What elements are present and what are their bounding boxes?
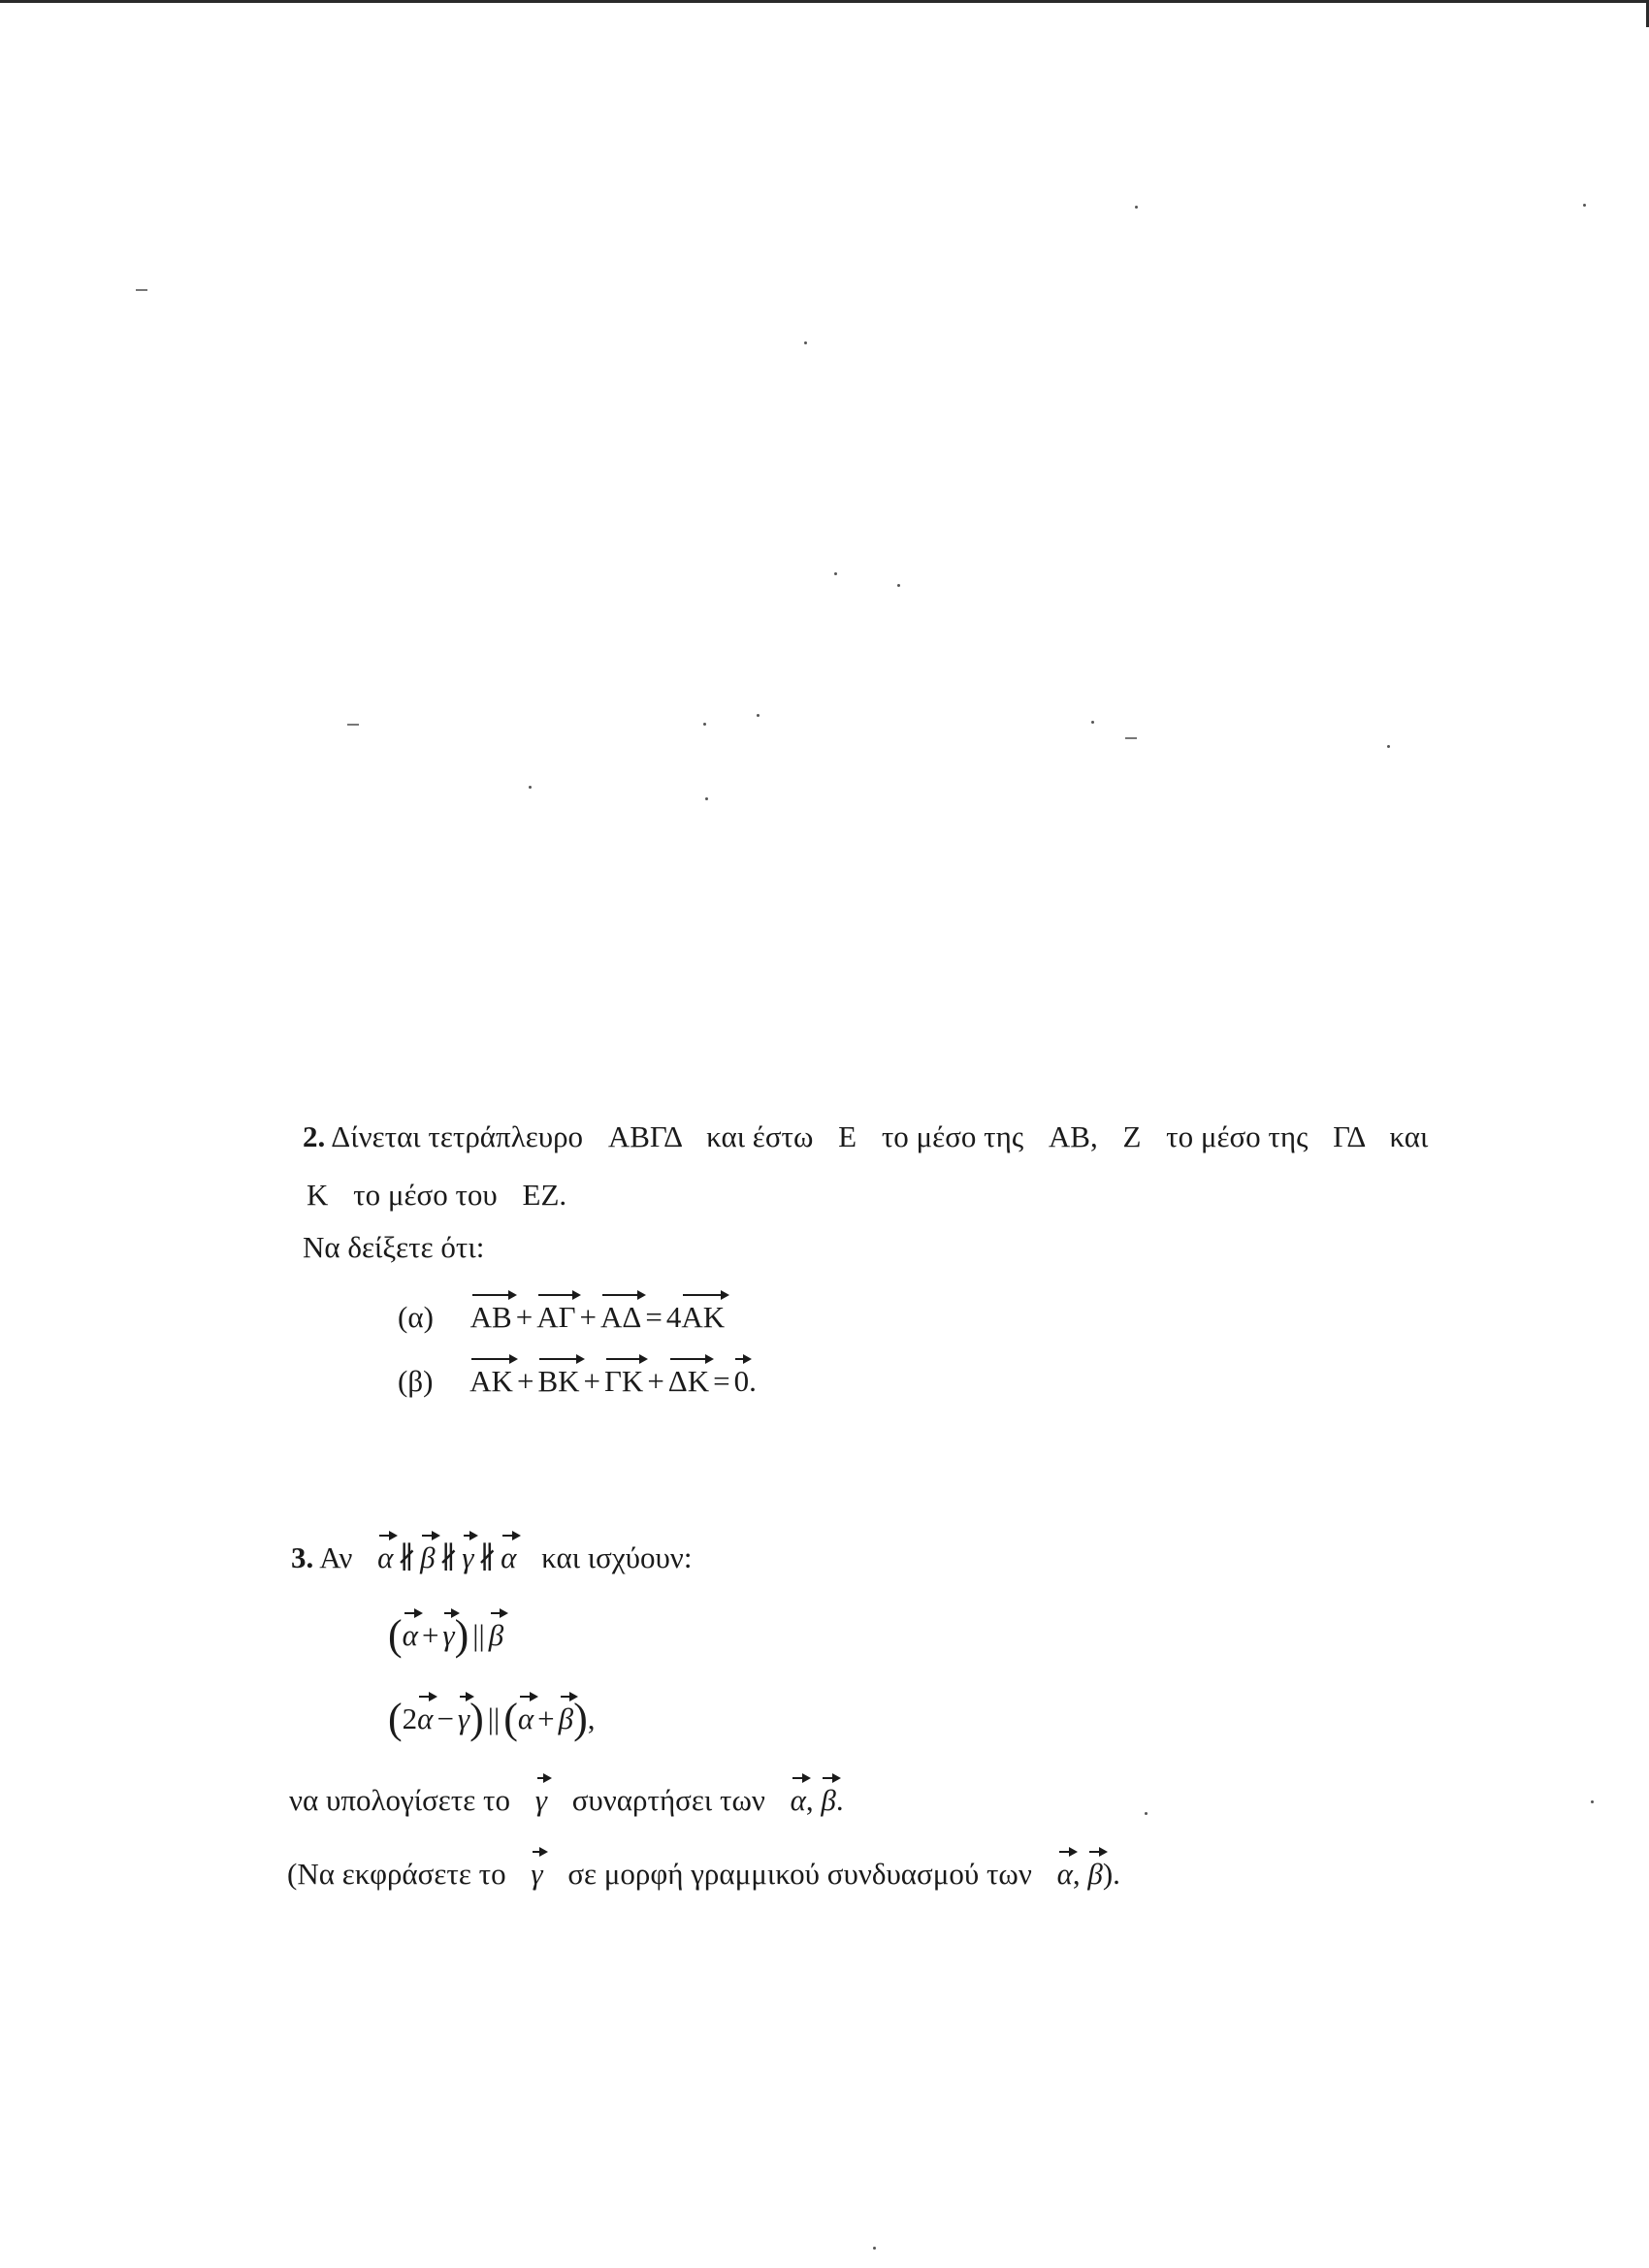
- zero-vector: [734, 1356, 750, 1396]
- vector-label: ΑΔ: [600, 1300, 642, 1334]
- vector-ab: [470, 1292, 512, 1332]
- problem2-text: το μέσο του: [353, 1178, 498, 1212]
- vector-arrow: [1089, 1851, 1104, 1853]
- comma: ,: [587, 1701, 596, 1735]
- point-k: Κ: [307, 1178, 329, 1212]
- scan-speck: [757, 714, 760, 717]
- problem2-part-b: [398, 1356, 757, 1401]
- parallel-sign: ||: [487, 1701, 501, 1735]
- vector-label: β: [821, 1783, 836, 1817]
- vector-arrow: [419, 1696, 435, 1698]
- vector-beta: [420, 1533, 435, 1572]
- equals-sign: =: [645, 1300, 663, 1334]
- problem3-number: 3.: [291, 1540, 314, 1574]
- vector-label: ΒΚ: [537, 1364, 580, 1398]
- vector-label: α: [517, 1701, 534, 1735]
- right-paren: ): [454, 1611, 469, 1659]
- scan-speck: [1583, 204, 1586, 207]
- comma: ,: [805, 1783, 814, 1817]
- vector-arrow: [502, 1535, 518, 1537]
- problem2-text: Δίνεται τετράπλευρο: [331, 1119, 584, 1153]
- vector-arrow: [683, 1294, 727, 1296]
- vector-label: β: [558, 1701, 574, 1735]
- problem2-line1: [303, 1118, 1428, 1156]
- vector-arrow: [539, 1358, 581, 1360]
- vector-arrow: [670, 1358, 711, 1360]
- vector-gamma: [462, 1533, 473, 1572]
- vector-label: α: [417, 1701, 434, 1735]
- problem2-number: 2.: [303, 1119, 326, 1153]
- vector-gk: [604, 1356, 643, 1396]
- not-parallel-sign: ∦: [438, 1540, 459, 1574]
- scan-speck: [1135, 206, 1138, 209]
- left-paren: (: [388, 1611, 403, 1659]
- vector-arrow: [379, 1535, 395, 1537]
- vector-ag: [536, 1292, 575, 1332]
- vector-label: γ: [442, 1618, 455, 1652]
- vector-arrow: [538, 1294, 577, 1296]
- vector-label: ΑΚ: [469, 1364, 513, 1398]
- scan-speck: [705, 797, 708, 800]
- vector-arrow: [472, 1294, 514, 1296]
- right-paren: ): [573, 1695, 588, 1742]
- plus-sign: +: [516, 1364, 534, 1398]
- vector-gamma: [531, 1849, 542, 1889]
- parallel-sign: ||: [472, 1618, 485, 1652]
- vector-arrow: [537, 1777, 549, 1779]
- vector-label: α: [402, 1618, 418, 1652]
- vector-arrow: [460, 1696, 471, 1698]
- problem3-note: [287, 1849, 1120, 1894]
- vector-label: β: [1087, 1857, 1103, 1891]
- vector-label: α: [790, 1783, 806, 1817]
- not-parallel-sign: ∦: [477, 1540, 498, 1574]
- vector-arrow: [422, 1535, 436, 1537]
- quadrilateral-name: ΑΒΓΔ: [607, 1119, 682, 1153]
- part-a-label: (α): [398, 1300, 434, 1334]
- vector-arrow: [606, 1358, 645, 1360]
- problem3-condition1: [388, 1610, 504, 1659]
- vector-arrow: [792, 1777, 808, 1779]
- vector-label: γ: [534, 1783, 547, 1817]
- segment-gd: ΓΔ: [1333, 1119, 1365, 1153]
- vector-arrow: [823, 1777, 837, 1779]
- vector-ak: [469, 1356, 513, 1396]
- vector-dk: [668, 1356, 709, 1396]
- problem3-text: να υπολογίσετε το: [289, 1783, 510, 1817]
- vector-label: ΑΒ: [469, 1300, 512, 1334]
- vector-label: α: [1056, 1857, 1073, 1891]
- vector-gamma: [535, 1775, 547, 1815]
- problem2-line2: [307, 1176, 566, 1215]
- vector-arrow: [1059, 1851, 1075, 1853]
- scan-top-edge: [0, 0, 1649, 3]
- vector-arrow: [404, 1612, 420, 1614]
- problem3-question: [289, 1775, 844, 1820]
- minus-sign: −: [436, 1701, 454, 1735]
- right-paren: ): [469, 1695, 484, 1742]
- vector-arrow: [533, 1851, 544, 1853]
- vector-alpha: [403, 1610, 418, 1650]
- problem3-text: σε μορφή γραμμικού συνδυασμού των: [567, 1857, 1032, 1891]
- vector-arrow: [471, 1358, 515, 1360]
- problem3-text: Αν: [319, 1540, 353, 1574]
- segment-ez: ΕΖ.: [522, 1178, 567, 1212]
- vector-alpha: [791, 1775, 806, 1815]
- scan-speck: [873, 2247, 876, 2250]
- point-e: Ε: [838, 1119, 857, 1153]
- scan-speck: [1591, 1800, 1594, 1803]
- vector-label: γ: [457, 1701, 470, 1735]
- vector-beta: [821, 1775, 835, 1815]
- closing: ).: [1102, 1857, 1120, 1891]
- vector-label: ΓΚ: [604, 1364, 644, 1398]
- plus-sign: +: [647, 1364, 664, 1398]
- not-parallel-sign: ∦: [397, 1540, 417, 1574]
- scan-speck: [529, 786, 532, 789]
- segment-ab: ΑΒ: [1048, 1119, 1090, 1153]
- vector-label: α: [377, 1540, 394, 1574]
- scan-speck: [703, 723, 706, 726]
- scan-speck: [834, 572, 837, 575]
- scan-speck: [1387, 745, 1390, 748]
- plus-sign: +: [421, 1618, 439, 1652]
- equals-sign: =: [713, 1364, 730, 1398]
- coefficient: 4: [665, 1300, 682, 1334]
- coefficient: 2: [402, 1701, 418, 1735]
- vector-bk: [537, 1356, 579, 1396]
- scan-speck: [347, 724, 359, 726]
- plus-sign: +: [579, 1300, 597, 1334]
- vector-alpha: [518, 1694, 534, 1733]
- vector-gamma: [442, 1610, 454, 1650]
- problem3-text: (Να εκφράσετε το: [287, 1857, 506, 1891]
- vector-arrow: [735, 1358, 750, 1360]
- vector-label: γ: [531, 1857, 543, 1891]
- vector-ak: [681, 1292, 725, 1332]
- vector-beta: [559, 1694, 573, 1733]
- vector-label: ΑΓ: [536, 1300, 576, 1334]
- vector-label: 0: [733, 1364, 750, 1398]
- vector-ad: [600, 1292, 641, 1332]
- vector-beta: [489, 1610, 503, 1650]
- vector-label: α: [501, 1540, 517, 1574]
- period: .: [835, 1783, 844, 1817]
- scan-speck: [897, 584, 900, 587]
- left-paren: (: [388, 1695, 403, 1742]
- vector-label: β: [420, 1540, 436, 1574]
- plus-sign: +: [583, 1364, 600, 1398]
- plus-sign: +: [515, 1300, 534, 1334]
- problem2-text: και: [1389, 1119, 1429, 1153]
- comma: ,: [1072, 1857, 1081, 1891]
- problem2-text: και έστω: [706, 1119, 814, 1153]
- scan-speck: [804, 341, 807, 344]
- vector-arrow: [561, 1696, 575, 1698]
- problem2-text: το μέσο της: [881, 1119, 1024, 1153]
- comma: ,: [1089, 1119, 1098, 1153]
- vector-label: ΔΚ: [667, 1364, 710, 1398]
- vector-label: ΑΚ: [681, 1300, 726, 1334]
- problem2-text: το μέσο της: [1166, 1119, 1309, 1153]
- problem3-condition2: [388, 1694, 596, 1742]
- left-paren: (: [503, 1695, 518, 1742]
- problem3-text: και ισχύουν:: [541, 1540, 693, 1574]
- vector-alpha: [1057, 1849, 1073, 1889]
- vector-alpha: [377, 1533, 393, 1572]
- vector-arrow: [464, 1535, 475, 1537]
- vector-gamma: [458, 1694, 469, 1733]
- period: .: [749, 1364, 757, 1398]
- vector-arrow: [444, 1612, 456, 1614]
- part-b-label: (β): [398, 1364, 434, 1398]
- vector-alpha: [417, 1694, 433, 1733]
- plus-sign: +: [537, 1701, 555, 1735]
- vector-label: β: [488, 1618, 504, 1652]
- point-z: Ζ: [1122, 1119, 1142, 1153]
- problem2-line3: Να δείξετε ότι:: [303, 1230, 485, 1264]
- vector-arrow: [520, 1696, 535, 1698]
- problem3-intro: [291, 1533, 692, 1577]
- problem2-part-a: [398, 1292, 725, 1337]
- scan-speck: [1125, 737, 1137, 739]
- vector-arrow: [491, 1612, 505, 1614]
- problem3-text: συναρτήσει των: [571, 1783, 765, 1817]
- scan-speck: [1091, 721, 1094, 724]
- vector-arrow: [602, 1294, 643, 1296]
- vector-beta: [1087, 1849, 1102, 1889]
- vector-label: γ: [462, 1540, 474, 1574]
- scan-speck: [136, 289, 147, 291]
- scan-speck: [1145, 1812, 1148, 1815]
- vector-alpha: [501, 1533, 516, 1572]
